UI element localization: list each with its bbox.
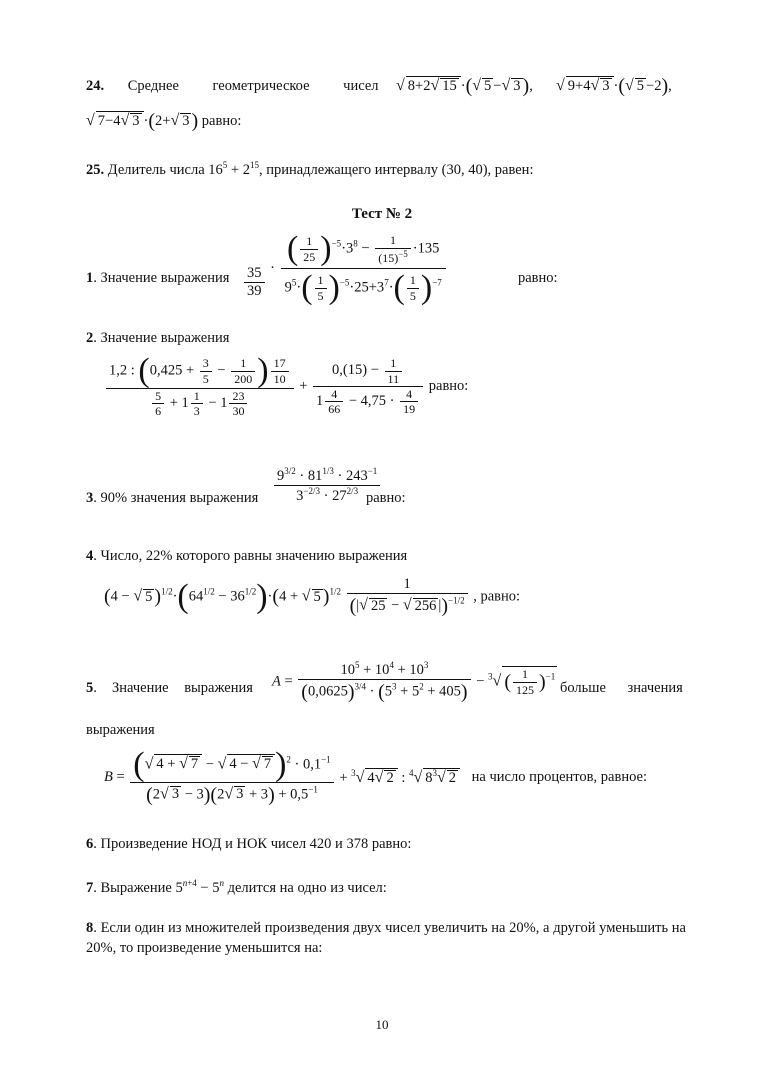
problem-24-line2: [86, 110, 241, 133]
problem-25-expr: $16^5 + 2^{15}$,: [208, 160, 263, 178]
test7-number: 7: [86, 879, 94, 896]
test5-tail: больше значения: [560, 680, 683, 696]
test5: [86, 660, 686, 720]
test5-label: Значение выражения: [112, 680, 253, 696]
problem-25-interval: (30, 40),: [441, 161, 492, 178]
test4-expr: (4 − √ 5 )$^{1/2}\cdot(64^{1/2} - 36^{1/2})\cdot(4$ + √ 5 )$^{1/2}$ $\frac{1}{(|√ 25 - √ 256 |)^{-1/2}}$ , равно:: [104, 576, 521, 618]
test7-expr: $5^{n+4} - 5^n$: [175, 878, 224, 896]
test5-head: [86, 680, 97, 697]
test6-text: . Произведение НОД и НОК чисел 420 и 378 равно:: [93, 836, 412, 852]
test5-number: 5: [86, 680, 94, 696]
test7: [86, 878, 387, 897]
problem-24-tail: равно:: [201, 112, 242, 129]
problem-25-number: 25.: [86, 161, 105, 178]
test2-tail: равно:: [428, 377, 469, 394]
test4-text: . Число, 22% которого равны значению выражения: [93, 548, 408, 564]
problem-24-text: Среднее геометрическое чисел: [127, 78, 379, 94]
test4-number: 4: [86, 548, 94, 564]
test3-label: [86, 490, 258, 507]
test7-tail: делится на одно из чисел:: [227, 879, 387, 896]
test7-text: . Выражение: [93, 879, 172, 896]
test5-tail2: на число процентов, равное:: [471, 769, 647, 785]
test2-text: . Значение выражения: [93, 330, 230, 346]
problem-25: [86, 160, 533, 179]
page-number: 10: [375, 1017, 389, 1032]
test5-cont: выражения: [86, 722, 155, 738]
test6-number: 6: [86, 836, 94, 852]
test3-text: . 90% значения выражения: [93, 490, 259, 506]
test2-label-line: [86, 330, 229, 347]
test1-expr: $\frac{35}{39}$ · ( $\frac{1}{25}$ )$^{-5}\cdot 3^8$ − $\frac{1}{(15)^{-5}}$ ·135 $9^5\cdot$( $\frac{1}{5}$ )$^{-5}\cdot 25+3^7\cdot$( $\frac{1}{5}$ )$^{-7}$: [242, 230, 448, 307]
test1-tail: равно:: [518, 270, 558, 286]
test2-number: 2: [86, 330, 94, 346]
problem-24-expr2: √ 9+4√ 3 ·(√ 5 −2),: [556, 75, 672, 97]
test3-expr: $\frac{9^{3/2} \cdot 81^{1/3} \cdot 243^{-1}}{3^{-2/3} \cdot 27^{2/3}}$: [272, 466, 382, 505]
test1-number: 1: [86, 270, 94, 286]
test2-expr: 1,2 : (0,425 + $\frac{3}{5}$ − $\frac{1}{200}$ ) $\frac{17}{10}$ $\frac{5}{6}$ + 1 $\frac{1}{3}$ − 1 $\frac{23}{30}$ + 0,(15) − $\frac{1}{11}$ 1 $\frac{4}{66}$ − 4,75 · $\frac{4}{19}$ равно:: [104, 354, 468, 419]
test-heading: Тест № 2: [351, 206, 413, 222]
test4-tail: , равно:: [473, 588, 521, 605]
test5-text: .: [93, 680, 97, 696]
test1-label: [86, 270, 229, 287]
test3-number: 3: [86, 490, 94, 506]
problem-24-line1: [86, 75, 686, 97]
problem-24-expr1: √ 8+2√ 15 ·(√ 5 −√ 3 ),: [396, 75, 533, 97]
test8: [86, 918, 686, 958]
test5-expr-a: A = $\frac{10^5 + 10^4 + 10^3}{(0,0625)^{3/4} \cdot (5^3 + 5^2 + 405)}$ − $^3$√ ( $\frac{1}{125}$ )$^{-1}$: [272, 660, 556, 704]
problem-25-mid: принадлежащего интервалу: [266, 161, 438, 178]
test8-number: 8: [86, 920, 94, 936]
test3-tail: равно:: [366, 490, 406, 506]
problem-24-number: 24.: [86, 78, 105, 94]
problem-24-expr3: √ 7−4√ 3 ·(2+√ 3 ): [86, 110, 199, 132]
test6: [86, 836, 411, 853]
test8-text: . Если один из множителей произведения двух чисел увеличить на 20%, а другой уменьшить на 20%, то произведение уменьшится на:: [86, 920, 686, 956]
test5-expr-b: B = $\frac{(√ 4 + √ 7 - √ 4 - √ 7 )^2 \cdot 0,1^{-1}}{(2√ 3 - 3)(2√ 3 + 3) + 0,5^{-1}}$ + $^3$√ 4√ 2 : $^4$√ $8^3√$ 2 на число процентов, равное:: [104, 746, 647, 806]
test4-label-line: [86, 548, 407, 565]
problem-25-text: Делитель числа: [107, 161, 205, 178]
test1-text: . Значение выражения: [93, 270, 230, 286]
problem-25-tail: равен:: [494, 161, 534, 178]
